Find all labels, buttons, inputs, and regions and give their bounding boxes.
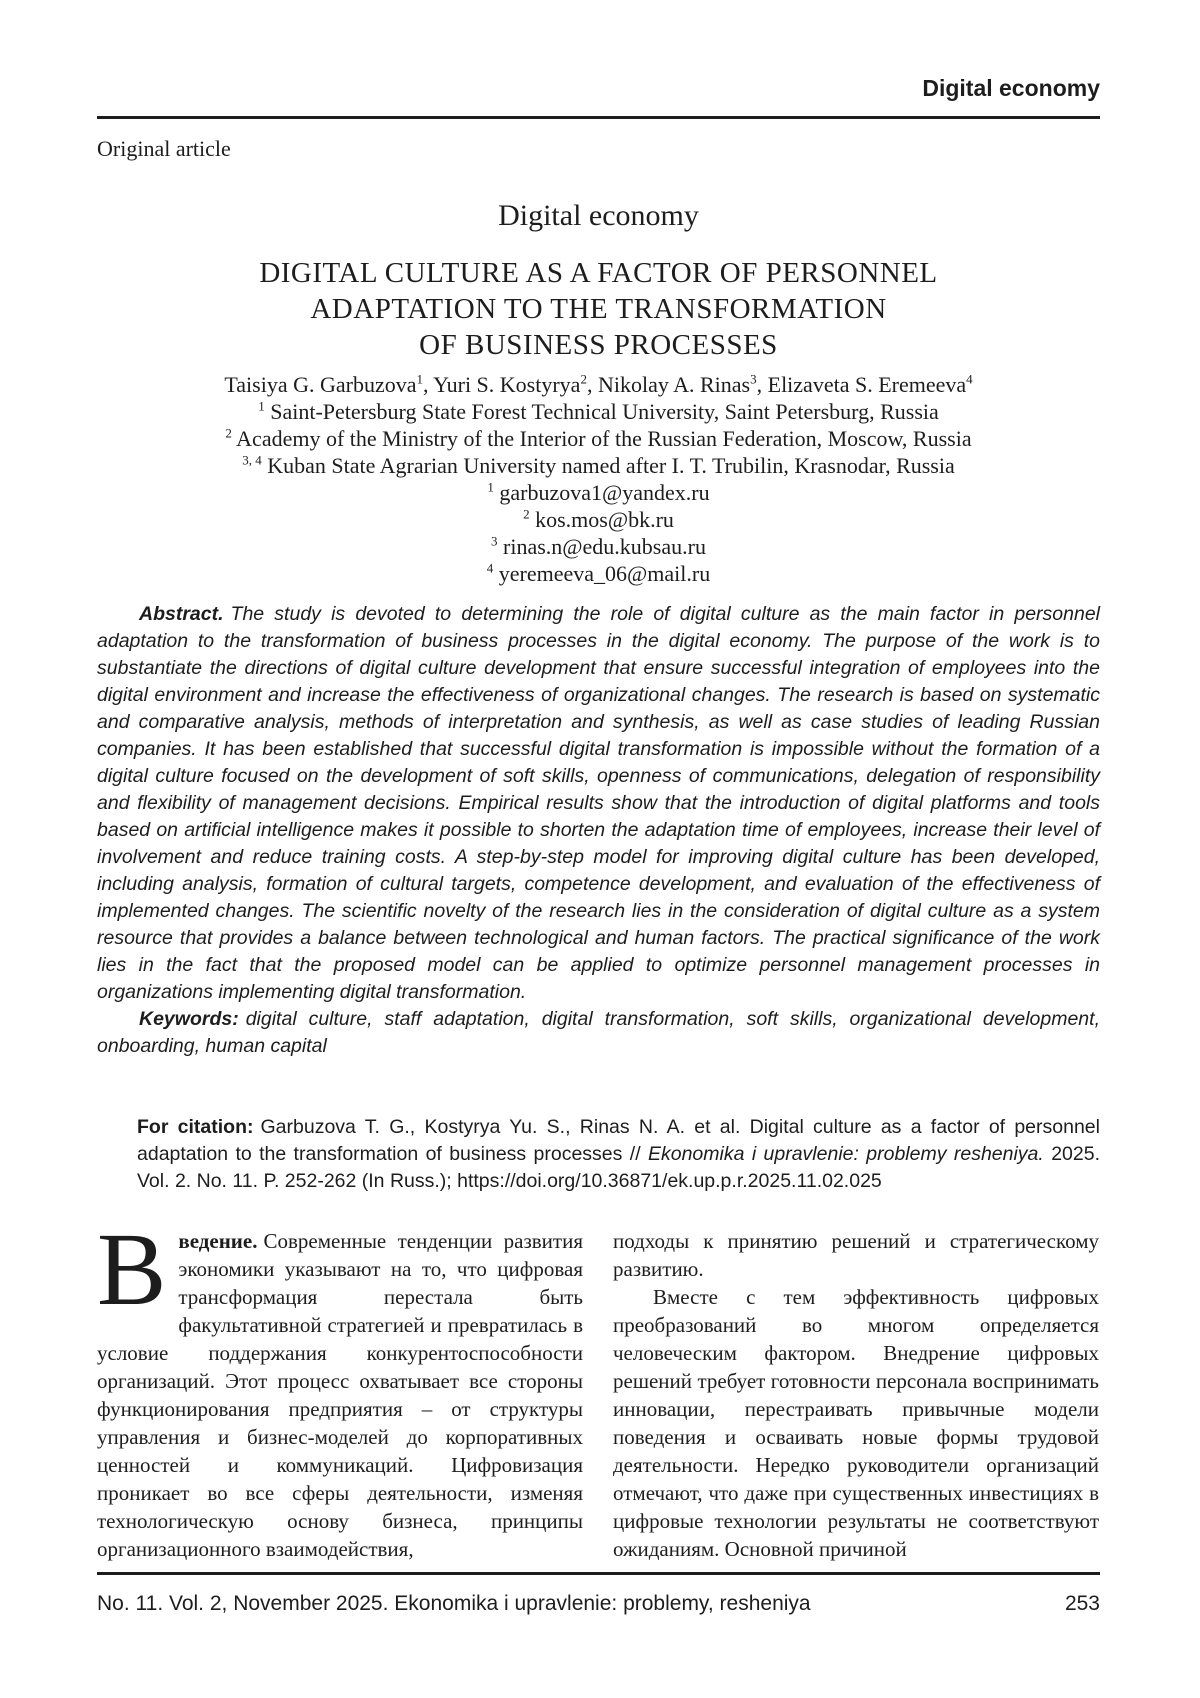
citation-paragraph bbox=[137, 1114, 1100, 1195]
drop-cap: В bbox=[97, 1212, 167, 1327]
author-superscript: 2 bbox=[580, 371, 587, 387]
email-text: garbuzova1@yandex.ru bbox=[499, 480, 710, 505]
email-superscript: 1 bbox=[487, 479, 494, 495]
email-superscript: 4 bbox=[486, 560, 494, 576]
header-rule bbox=[97, 116, 1100, 119]
author-superscript: 1 bbox=[416, 371, 423, 387]
footer-row bbox=[97, 1592, 1100, 1616]
citation-block bbox=[137, 1114, 1100, 1195]
affiliation-superscript: 2 bbox=[225, 425, 232, 441]
intro-label: ведение. bbox=[178, 1229, 258, 1253]
title-line-2: ADAPTATION TO THE TRANSFORMATION bbox=[310, 293, 887, 325]
title-line-3: OF BUSINESS PROCESSES bbox=[419, 329, 778, 361]
abstract-label: Abstract. bbox=[139, 603, 224, 625]
keywords-text: digital culture, staff adaptation, digital transformation, soft skills, organizational development, onboarding, human capital bbox=[97, 1008, 1100, 1057]
affiliation-text: Kuban State Agrarian University named after I. T. Trubilin, Krasnodar, Russia bbox=[267, 453, 955, 478]
author-name: Elizaveta S. Eremeeva bbox=[767, 372, 967, 397]
email-line bbox=[97, 533, 1100, 560]
footer-page-number: 253 bbox=[1064, 1592, 1100, 1615]
body-paragraph: Вместе с тем эффективность цифровых преобразований во многом определяется человеческим фактором. Внедрение цифровых решений требует готовности персонала воспринимать инновации, перестраивать привычные модели поведения и осваивать новые формы трудовой деятельности. Нередко руководители организаций отмечают, что даже при существенных инвестициях в цифровые технологии результаты не соответствуют ожиданиям. Основной причиной bbox=[613, 1285, 1099, 1561]
affiliation-text: Academy of the Ministry of the Interior of the Russian Federation, Moscow, Russia bbox=[236, 426, 972, 451]
article-type-label: Original article bbox=[97, 136, 231, 161]
body-columns bbox=[97, 1212, 1100, 1563]
footer-journal-line: No. 11. Vol. 2, November 2025. Ekonomika i upravlenie: problemy, resheniya bbox=[97, 1592, 811, 1615]
article-title bbox=[97, 255, 1100, 363]
authors-line bbox=[97, 371, 1100, 398]
affiliation-line bbox=[97, 398, 1100, 425]
citation-tail: 2025. Vol. 2. No. 11. P. 252-262 (In Russ.); https://doi.org/10.36871/ek.up.p.r.2025.11.02.025 bbox=[137, 1143, 1100, 1192]
email-superscript: 3 bbox=[491, 533, 498, 549]
abstract-paragraph bbox=[97, 601, 1100, 1006]
author-superscript: 3 bbox=[750, 371, 757, 387]
email-line bbox=[97, 506, 1100, 533]
page-footer bbox=[97, 1572, 1100, 1616]
email-line bbox=[97, 479, 1100, 506]
abstract-text: The study is devoted to determining the role of digital culture as the main factor in personnel adaptation to the transformation of business processes in the digital economy. The purpose of the work is to substantiate the directions of digital culture development that ensure successful integration of employees into the digital environment and increase the effectiveness of organizational changes. The research is based on systematic and comparative analysis, methods of interpretation and synthesis, as well as case studies of leading Russian companies. It has been established that successful digital transformation is impossible without the formation of a digital culture focused on the development of soft skills, openness of communications, delegation of responsibility and flexibility of management decisions. Empirical results show that the introduction of digital platforms and tools based on artificial intelligence makes it possible to shorten the adaptation time of employees, increase their level of involvement and reduce training costs. A step-by-step model for improving digital culture has been developed, including analysis, formation of cultural targets, competence development, and evaluation of the effectiveness of implemented changes. The scientific novelty of the research lies in the consideration of digital culture as a system resource that provides a balance between technological and human factors. The practical significance of the work lies in the fact that the proposed model can be applied to optimize personnel management processes in organizations implementing digital transformation. bbox=[97, 603, 1100, 1003]
left-column bbox=[97, 1212, 583, 1563]
author-superscript: 4 bbox=[966, 371, 973, 387]
affiliation-text: Saint-Petersburg State Forest Technical University, Saint Petersburg, Russia bbox=[270, 399, 939, 424]
affiliation-line bbox=[97, 425, 1100, 452]
email-line bbox=[97, 560, 1100, 587]
section-heading: Digital economy bbox=[498, 199, 699, 232]
author-separator: , bbox=[586, 372, 598, 397]
email-superscript: 2 bbox=[523, 506, 530, 522]
author-separator: , bbox=[756, 372, 768, 397]
keywords-paragraph bbox=[97, 1006, 1100, 1060]
keywords-label: Keywords: bbox=[139, 1008, 239, 1030]
running-head: Digital economy bbox=[922, 75, 1100, 101]
affiliation-superscript: 1 bbox=[258, 398, 265, 414]
email-text: kos.mos@bk.ru bbox=[535, 507, 674, 532]
right-column bbox=[613, 1227, 1099, 1563]
email-text: rinas.n@edu.kubsau.ru bbox=[503, 534, 706, 559]
author-separator: , bbox=[422, 372, 434, 397]
abstract-keywords-block bbox=[97, 601, 1100, 1060]
affiliation-line bbox=[97, 452, 1100, 479]
title-line-1: DIGITAL CULTURE AS A FACTOR OF PERSONNEL bbox=[259, 257, 938, 289]
paragraph-continuation: подходы к принятию решений и стратегическому развитию. bbox=[613, 1229, 1099, 1281]
author-name: Taisiya G. Garbuzova bbox=[224, 372, 417, 397]
page-content bbox=[97, 0, 1100, 1563]
footer-rule bbox=[97, 1572, 1100, 1575]
email-text: yeremeeva_06@mail.ru bbox=[498, 561, 711, 586]
affiliation-superscript: 3, 4 bbox=[242, 452, 262, 468]
author-name: Yuri S. Kostyrya bbox=[433, 372, 581, 397]
author-name: Nikolay A. Rinas bbox=[597, 372, 751, 397]
citation-text: Garbuzova T. G., Kostyrya Yu. S., Rinas N. A. et al. Digital culture as a factor of personnel adaptation to the transformation of business processes // bbox=[137, 1116, 1100, 1165]
citation-journal-name: Ekonomika i upravlenie: problemy resheniya. bbox=[647, 1143, 1044, 1165]
citation-label: For citation: bbox=[137, 1116, 254, 1138]
paragraph-text: Современные тенденции развития экономики указывают на то, что цифровая трансформация перестала быть факультативной стратегией и превратилась в условие поддержания конкурентоспособности организаций. Этот процесс охватывает все стороны функционирования предприятия – от структуры управления и бизнес-моделей до корпоративных ценностей и коммуникаций. Цифровизация проникает во все сферы деятельности, изменяя технологическую основу бизнеса, принципы организационного взаимодействия, bbox=[97, 1229, 583, 1561]
intro-paragraph bbox=[97, 1212, 583, 1563]
